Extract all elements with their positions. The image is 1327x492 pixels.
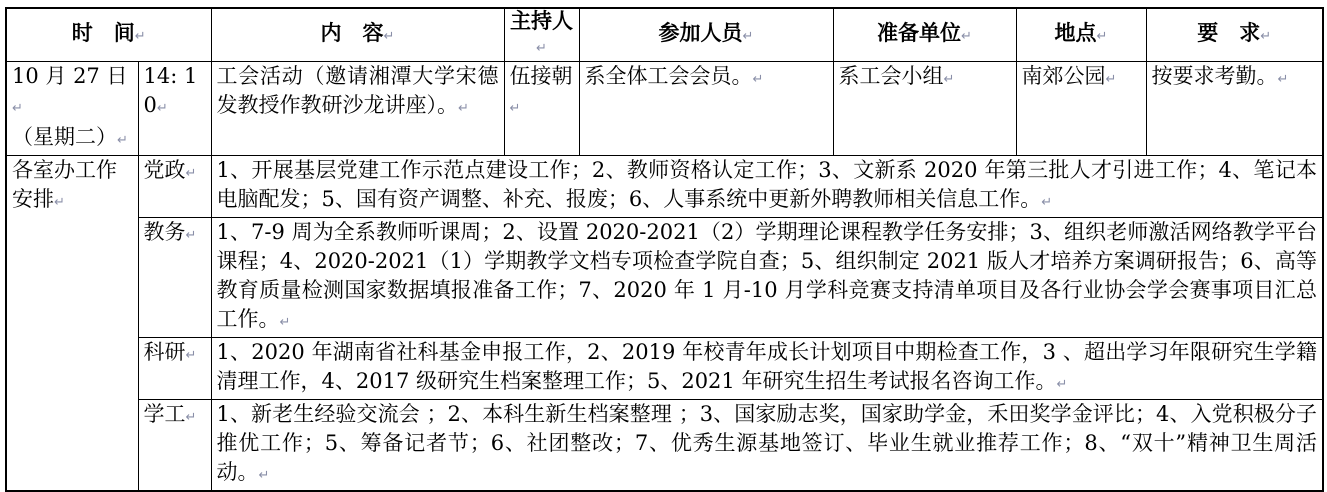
paragraph-mark-icon: ↵ <box>134 29 146 44</box>
office-row-keyan <box>6 338 1323 400</box>
paragraph-mark-icon: ↵ <box>12 101 23 116</box>
paragraph-mark-icon: ↵ <box>1041 195 1053 210</box>
office-role-jiaowu-cell[interactable] <box>138 218 211 338</box>
office-row-dangzheng <box>6 156 1323 218</box>
header-time-label: 时 间 <box>71 20 135 45</box>
event-time-value: 14: 10 <box>143 64 198 117</box>
paragraph-mark-icon: ↵ <box>509 101 521 116</box>
event-date-line1: 10 月 27 日↵ <box>12 64 128 116</box>
office-tasks-jiaowu-cell[interactable] <box>211 218 1323 338</box>
paragraph-mark-icon: ↵ <box>185 348 197 363</box>
header-content-label: 内 容 <box>320 20 384 45</box>
paragraph-mark-icon: ↵ <box>536 41 547 56</box>
paragraph-mark-icon: ↵ <box>185 228 197 243</box>
office-tasks-text: 1、新老生经验交流会 ；2、本科生新生档案整理 ；3、国家励志奖，国家助学金，禾田奖学金评比；4、入党积极分子推优工作；5、筹备记者节；6、社团整改；7、优秀生源基地签订、毕业生就业推荐工作；8、“双十”精神卫生周活动。 <box>216 402 1317 484</box>
header-requirements-cell[interactable] <box>1146 8 1323 62</box>
event-host-text: 伍接朝 <box>509 64 573 88</box>
office-tasks-xuegong-cell[interactable] <box>211 400 1323 492</box>
office-tasks-dangzheng-cell[interactable] <box>211 156 1323 218</box>
paragraph-mark-icon: ↵ <box>1260 29 1272 44</box>
header-location-cell[interactable] <box>1016 8 1146 62</box>
header-content-cell[interactable] <box>211 8 504 62</box>
office-section-label-cell[interactable] <box>6 156 138 492</box>
event-participants-text: 系全体工会会员。 <box>584 64 753 88</box>
paragraph-mark-icon: ↵ <box>1096 29 1108 44</box>
event-requirements-cell[interactable] <box>1146 62 1323 156</box>
office-role-keyan-cell[interactable] <box>138 338 211 400</box>
event-date-line2: （星期二）↵ <box>12 125 128 149</box>
paragraph-mark-icon: ↵ <box>156 101 168 116</box>
office-role-dangzheng-cell[interactable] <box>138 156 211 218</box>
office-role-label: 科研 <box>143 340 186 364</box>
event-prep-unit-text: 系工会小组 <box>838 64 944 88</box>
paragraph-mark-icon: ↵ <box>1277 72 1289 87</box>
paragraph-mark-icon: ↵ <box>54 195 65 210</box>
header-prep-unit-label: 准备单位 <box>877 20 962 45</box>
office-row-xuegong <box>6 400 1323 492</box>
office-role-label: 党政 <box>143 158 186 182</box>
paragraph-mark-icon: ↵ <box>383 29 395 44</box>
paragraph-mark-icon: ↵ <box>279 315 291 330</box>
paragraph-mark-icon: ↵ <box>752 72 764 87</box>
paragraph-mark-icon: ↵ <box>943 72 955 87</box>
event-time-cell[interactable] <box>138 62 211 156</box>
paragraph-mark-icon: ↵ <box>742 29 754 44</box>
event-participants-cell[interactable] <box>579 62 833 156</box>
header-host-cell[interactable] <box>504 8 579 62</box>
office-tasks-text: 1、2020 年湖南省社科基金申报工作，2、2019 年校青年成长计划项目中期检查工作，3 、超出学习年限研究生学籍清理工作，4、2017 级研究生档案整理工作；5、2021 年研究生招生考试报名咨询工作。 <box>216 340 1317 393</box>
event-date-cell[interactable] <box>6 62 138 156</box>
paragraph-mark-icon: ↵ <box>1056 377 1068 392</box>
header-location-label: 地点 <box>1054 20 1097 45</box>
office-tasks-keyan-cell[interactable] <box>211 338 1323 400</box>
paragraph-mark-icon: ↵ <box>258 468 270 483</box>
event-prep-unit-cell[interactable] <box>833 62 1016 156</box>
office-role-label: 学工 <box>143 402 186 426</box>
event-location-cell[interactable] <box>1016 62 1146 156</box>
header-row <box>6 8 1323 62</box>
office-row-jiaowu <box>6 218 1323 338</box>
paragraph-mark-icon: ↵ <box>185 410 197 425</box>
office-tasks-text: 1、7-9 周为全系教师听课周；2、设置 2020-2021（2）学期理论课程教学任务安排；3、组织老师激活网络教学平台课程；4、2020-2021（1）学期教学文档专项检查学院自查；5、组织制定 2021 版人才培养方案调研报告；6、高等教育质量检测国家数据填报准备工作；7、2020 年 1 月-10 月学科竞赛支持清单项目及各行业协会学会赛事项目汇总工作。 <box>216 220 1317 331</box>
header-requirements-label: 要 求 <box>1197 20 1261 45</box>
office-role-xuegong-cell[interactable] <box>138 400 211 492</box>
office-section-label: 各室办工作安排 <box>12 158 117 211</box>
paragraph-mark-icon: ↵ <box>117 133 128 148</box>
office-tasks-text: 1、开展基层党建工作示范点建设工作；2、教师资格认定工作；3、文新系 2020 年第三批人才引进工作；4、笔记本电脑配发；5、国有资产调整、补充、报废；6、人事系统中更新外聘教师相关信息工作。 <box>216 158 1317 211</box>
work-schedule-table <box>5 7 1324 492</box>
event-row <box>6 62 1323 156</box>
paragraph-mark-icon: ↵ <box>458 101 469 116</box>
event-host-cell[interactable] <box>504 62 579 156</box>
header-participants-label: 参加人员 <box>658 20 743 45</box>
header-participants-cell[interactable] <box>579 8 833 62</box>
paragraph-mark-icon: ↵ <box>961 29 972 44</box>
event-location-text: 南郊公园 <box>1021 64 1106 88</box>
office-role-label: 教务 <box>143 220 186 244</box>
event-requirements-text: 按要求考勤。 <box>1151 64 1278 88</box>
header-host-label: 主持人 <box>510 8 573 33</box>
paragraph-mark-icon: ↵ <box>185 166 197 181</box>
event-content-cell[interactable] <box>211 62 504 156</box>
header-time-cell[interactable] <box>6 8 211 62</box>
event-content-text: 工会活动（邀请湘潭大学宋德发教授作教研沙龙讲座）。 <box>216 64 499 117</box>
paragraph-mark-icon: ↵ <box>1105 72 1117 87</box>
header-prep-unit-cell[interactable] <box>833 8 1016 62</box>
